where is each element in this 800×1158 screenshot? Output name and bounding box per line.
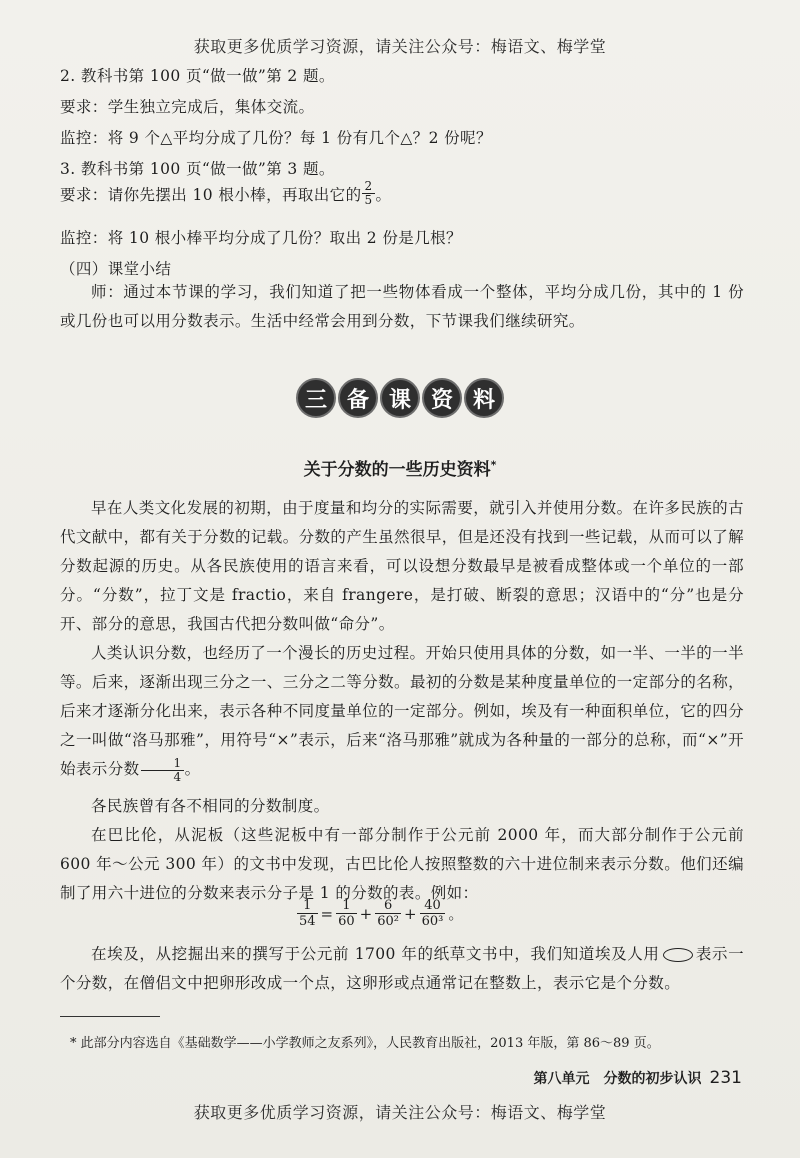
- article-paragraph-4: 在巴比伦，从泥板（这些泥板中有一部分制作于公元前 2000 年，而大部分制作于公元前 600 年～公元 300 年）的文书中发现，古巴比伦人按照整数的六十进位制来表示分数。他们还编制了用六十进位的分数来表示分子是 1 的分数的表。例如：: [60, 826, 744, 902]
- watermark-top: 获取更多优质学习资源，请关注公众号：梅语文、梅学堂: [193, 37, 607, 56]
- banner-char-5: 料: [464, 378, 504, 418]
- requirement-line-1: 要求：学生独立完成后，集体交流。: [60, 98, 315, 116]
- fraction-numerator: 2: [364, 179, 373, 193]
- article-title: [0, 455, 800, 480]
- article-paragraph-5-block: [60, 940, 744, 998]
- requirement-end: 。: [375, 185, 392, 204]
- term-3-num: 40: [420, 898, 446, 914]
- page-number: 231: [709, 1068, 742, 1088]
- requirement-line-2: [60, 180, 391, 207]
- footnote-mark: *: [490, 458, 497, 472]
- term-3-den: 60³: [421, 914, 444, 929]
- exercise-2-line: 2. 教科书第 100 页“做一做”第 2 题。: [60, 67, 335, 85]
- article-body: [60, 494, 744, 908]
- formula-lhs: [297, 898, 318, 929]
- formula-equals: =: [320, 904, 334, 923]
- footnote-divider: [60, 1016, 160, 1017]
- watermark-bottom: 获取更多优质学习资源，请关注公众号：梅语文、梅学堂: [193, 1103, 607, 1122]
- term-1-num: 1: [336, 898, 357, 914]
- article-paragraph-3: 各民族曾有各不相同的分数制度。: [91, 797, 330, 815]
- summary-paragraph: [60, 278, 744, 336]
- banner-char-1: 三: [296, 378, 336, 418]
- formula-end: 。: [448, 905, 464, 923]
- paragraph-5-text: 在埃及，从挖掘出来的撰写于公元前 1700 年的纸草文书中，我们知道埃及人用: [91, 945, 660, 963]
- term-1-den: 60: [338, 914, 355, 929]
- term-2-num: 6: [375, 898, 401, 914]
- footnote: * 此部分内容选自《基础数学——小学教师之友系列》，人民教育出版社，2013 年版，第 86～89 页。: [70, 1036, 660, 1051]
- banner-char-2: 备: [338, 378, 378, 418]
- section-heading-summary: （四）课堂小结: [60, 260, 172, 278]
- article-title-text: 关于分数的一些历史资料: [303, 460, 491, 480]
- exercise-3-line: 3. 教科书第 100 页“做一做”第 3 题。: [60, 160, 335, 178]
- formula-lhs-num: 1: [297, 898, 318, 914]
- fraction-numerator: 1: [141, 757, 184, 771]
- unit-title: 第八单元 分数的初步认识: [533, 1071, 702, 1087]
- formula-plus-1: +: [359, 904, 373, 923]
- article-paragraph-1: 早在人类文化发展的初期，由于度量和均分的实际需要，就引入并使用分数。在许多民族的古代文献中，都有关于分数的记载。分数的产生虽然很早，但是还没有找到一些记载，从而可以了解分数起源的历史。从各民族使用的语言来看，可以设想分数最早是被看成整体或一个单位的一部分。“分数”，拉丁文是 fractio，来自 frangere，是打破、断裂的意思；汉语中的“分”也是分开、部分的意思，我国古代把分数叫做“命分”。: [60, 499, 744, 633]
- term-2-den: 60²: [377, 914, 400, 929]
- monitor-line-1: 监控：将 9 个△平均分成了几份？每 1 份有几个△？2 份呢？: [60, 129, 492, 147]
- summary-text: 师：通过本节课的学习，我们知道了把一些物体看成一个整体，平均分成几份，其中的 1 份或几份也可以用分数表示。生活中经常会用到分数，下节课我们继续研究。: [60, 283, 744, 330]
- article-paragraph-5: [60, 940, 744, 998]
- monitor-line-2: 监控：将 10 根小棒平均分成了几份？取出 2 份是几根？: [60, 229, 462, 247]
- formula-term-3: [420, 898, 446, 929]
- section-banner: [272, 378, 528, 418]
- formula-lhs-den: 54: [299, 914, 316, 929]
- requirement-text: 要求：请你先摆出 10 根小棒，再取出它的: [60, 185, 362, 204]
- fraction-one-quarter: [141, 757, 184, 784]
- paragraph-5-end: 表示一个分数，在僧侣文中把卵形改成一个点，这卵形或点通常记在整数上，表示它是个分数。: [60, 945, 744, 992]
- page-footer: [534, 1068, 742, 1088]
- formula-term-2: [375, 898, 401, 929]
- fraction-denominator: 4: [173, 769, 182, 784]
- paragraph-2-text: 人类认识分数，也经历了一个漫长的历史过程。开始只使用具体的分数，如一半、一半的一半等。后来，逐渐出现三分之一、三分之二等分数。最初的分数是某种度量单位的一定部分的名称，后来才逐渐分化出来，表示各种不同度量单位的一定部分。例如，埃及有一种面积单位，它的四分之一叫做“洛马那雅”，用符号“×”表示，后来“洛马那雅”就成为各种量的一部分的总称，而“×”开始表示分数: [60, 644, 744, 778]
- banner-char-4: 资: [422, 378, 462, 418]
- babylonian-formula: [296, 898, 463, 929]
- fraction-denominator: 5: [364, 193, 373, 207]
- formula-plus-2: +: [404, 904, 417, 923]
- fraction-two-fifths: [362, 180, 374, 207]
- banner-char-3: 课: [380, 378, 420, 418]
- article-paragraph-2: [60, 639, 744, 784]
- paragraph-2-end: 。: [184, 760, 201, 778]
- egyptian-oval-symbol: [663, 948, 693, 962]
- formula-term-1: [336, 898, 357, 929]
